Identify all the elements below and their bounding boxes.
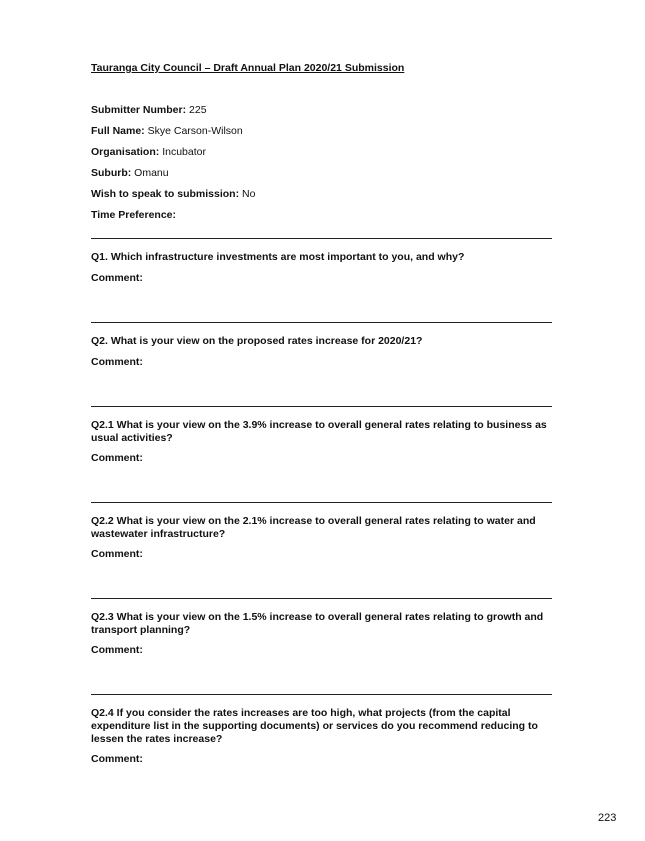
- speak-label: Wish to speak to submission:: [91, 188, 240, 200]
- submitter-number-value: 225: [189, 104, 207, 116]
- suburb-field: [91, 167, 169, 180]
- section-divider: [91, 694, 552, 695]
- section-divider: [91, 322, 552, 323]
- organisation-field: [91, 146, 206, 159]
- comment-label-q2: Comment:: [91, 356, 143, 368]
- suburb-value: Omanu: [134, 167, 169, 179]
- section-divider: [91, 598, 552, 599]
- section-divider: [91, 406, 552, 407]
- comment-label-q2-3: Comment:: [91, 644, 143, 656]
- organisation-value: Incubator: [162, 146, 206, 158]
- question-q2-2: Q2.2 What is your view on the 2.1% increase to overall general rates relating to water and wastewater infrastructure?: [91, 515, 536, 540]
- time-preference-field: [91, 209, 176, 222]
- full-name-label: Full Name:: [91, 125, 145, 137]
- page-number: 223: [598, 812, 617, 824]
- section-divider: [91, 502, 552, 503]
- comment-label-q2-2: Comment:: [91, 548, 143, 560]
- submitter-number-field: [91, 104, 207, 117]
- question-q2-3: Q2.3 What is your view on the 1.5% increase to overall general rates relating to growth and transport planning?: [91, 611, 544, 636]
- question-q2-4: Q2.4 If you consider the rates increases are too high, what projects (from the capital expenditure list in the supporting documents) or services do you recommend reducing to lessen the rates increase?: [91, 707, 538, 745]
- question-q2: Q2. What is your view on the proposed rates increase for 2020/21?: [91, 335, 423, 347]
- full-name-value: Skye Carson-Wilson: [147, 125, 243, 137]
- question-q2-1: Q2.1 What is your view on the 3.9% increase to overall general rates relating to business as usual activities?: [91, 419, 547, 444]
- comment-label-q1: Comment:: [91, 272, 143, 284]
- organisation-label: Organisation:: [91, 146, 160, 158]
- full-name-field: [91, 125, 243, 138]
- speak-value: No: [242, 188, 256, 200]
- suburb-label: Suburb:: [91, 167, 132, 179]
- time-preference-label: Time Preference:: [91, 209, 177, 221]
- submitter-number-label: Submitter Number:: [91, 104, 187, 116]
- comment-label-q2-4: Comment:: [91, 753, 143, 765]
- question-q1: Q1. Which infrastructure investments are most important to you, and why?: [91, 251, 465, 263]
- section-divider: [91, 238, 552, 239]
- comment-label-q2-1: Comment:: [91, 452, 143, 464]
- document-title: Tauranga City Council – Draft Annual Plan 2020/21 Submission: [91, 62, 405, 74]
- speak-field: [91, 188, 255, 201]
